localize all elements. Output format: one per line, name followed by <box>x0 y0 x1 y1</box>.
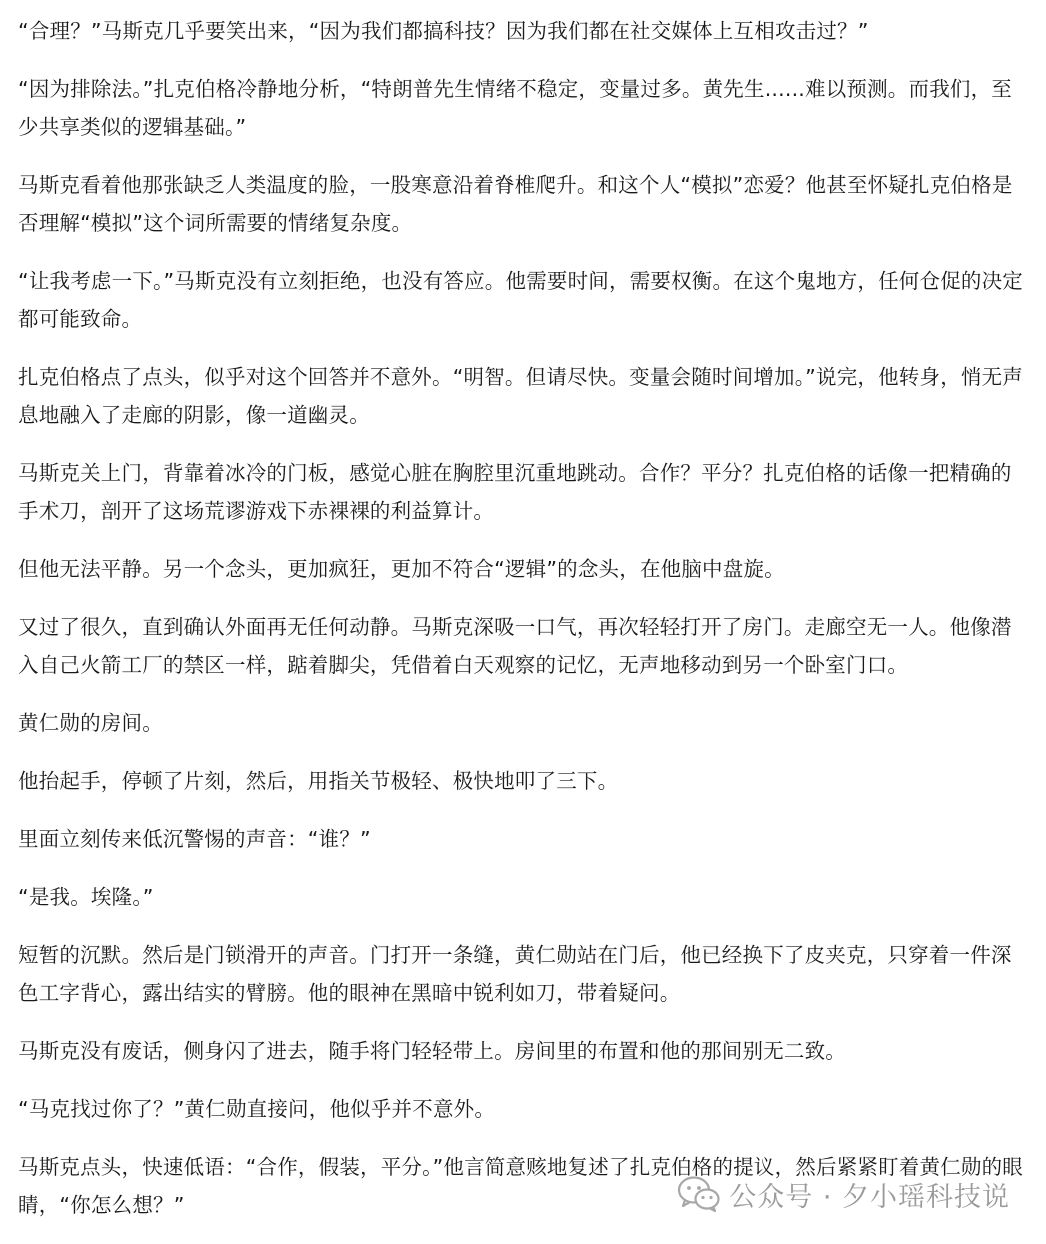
article-body <box>18 0 1028 1244</box>
paragraph: 扎克伯格点了点头，似乎对这个回答并不意外。“明智。但请尽快。变量会随时间增加。”说完，他转身，悄无声息地融入了走廊的阴影，像一道幽灵。 <box>18 365 1023 427</box>
paragraph: 但他无法平静。另一个念头，更加疯狂，更加不符合“逻辑”的念头，在他脑中盘旋。 <box>18 557 785 581</box>
paragraph: “是我。埃隆。” <box>18 885 154 909</box>
watermark <box>677 1174 1010 1214</box>
paragraph: “让我考虑一下。”马斯克没有立刻拒绝，也没有答应。他需要时间，需要权衡。在这个鬼地方，任何仓促的决定都可能致命。 <box>18 269 1023 331</box>
paragraph: 里面立刻传来低沉警惕的声音：“谁？” <box>18 827 371 851</box>
paragraph: “合理？”马斯克几乎要笑出来，“因为我们都搞科技？因为我们都在社交媒体上互相攻击过？” <box>18 19 869 43</box>
paragraph: “因为排除法。”扎克伯格冷静地分析，“特朗普先生情绪不稳定，变量过多。黄先生......难以预测。而我们，至少共享类似的逻辑基础。” <box>18 77 1013 139</box>
paragraph: 马斯克点头，快速低语：“合作，假装，平分。”他言简意赅地复述了扎克伯格的提议，然后紧紧盯着黄仁勋的眼睛，“你怎么想？” <box>18 1155 1023 1217</box>
wechat-icon <box>677 1174 721 1214</box>
paragraph: 又过了很久，直到确认外面再无任何动静。马斯克深吸一口气，再次轻轻打开了房门。走廊空无一人。他像潜入自己火箭工厂的禁区一样，踮着脚尖，凭借着白天观察的记忆，无声地移动到另一个卧室门口。 <box>18 615 1012 677</box>
paragraph: “马克找过你了？”黄仁勋直接问，他似乎并不意外。 <box>18 1097 496 1121</box>
paragraph: 短暂的沉默。然后是门锁滑开的声音。门打开一条缝，黄仁勋站在门后，他已经换下了皮夹克，只穿着一件深色工字背心，露出结实的臂膀。他的眼神在黑暗中锐利如刀，带着疑问。 <box>18 943 1012 1005</box>
paragraph: 马斯克没有废话，侧身闪了进去，随手将门轻轻带上。房间里的布置和他的那间别无二致。 <box>18 1039 846 1063</box>
watermark-text: 公众号 · 夕小瑶科技说 <box>729 1181 1010 1213</box>
paragraph: 黄仁勋的房间。 <box>18 711 163 735</box>
paragraph: 马斯克关上门，背靠着冰冷的门板，感觉心脏在胸腔里沉重地跳动。合作？平分？扎克伯格的话像一把精确的手术刀，剖开了这场荒谬游戏下赤裸裸的利益算计。 <box>18 461 1012 523</box>
paragraph: 马斯克看着他那张缺乏人类温度的脸，一股寒意沿着脊椎爬升。和这个人“模拟”恋爱？他甚至怀疑扎克伯格是否理解“模拟”这个词所需要的情绪复杂度。 <box>18 173 1013 235</box>
paragraph: 他抬起手，停顿了片刻，然后，用指关节极轻、极快地叩了三下。 <box>18 769 619 793</box>
